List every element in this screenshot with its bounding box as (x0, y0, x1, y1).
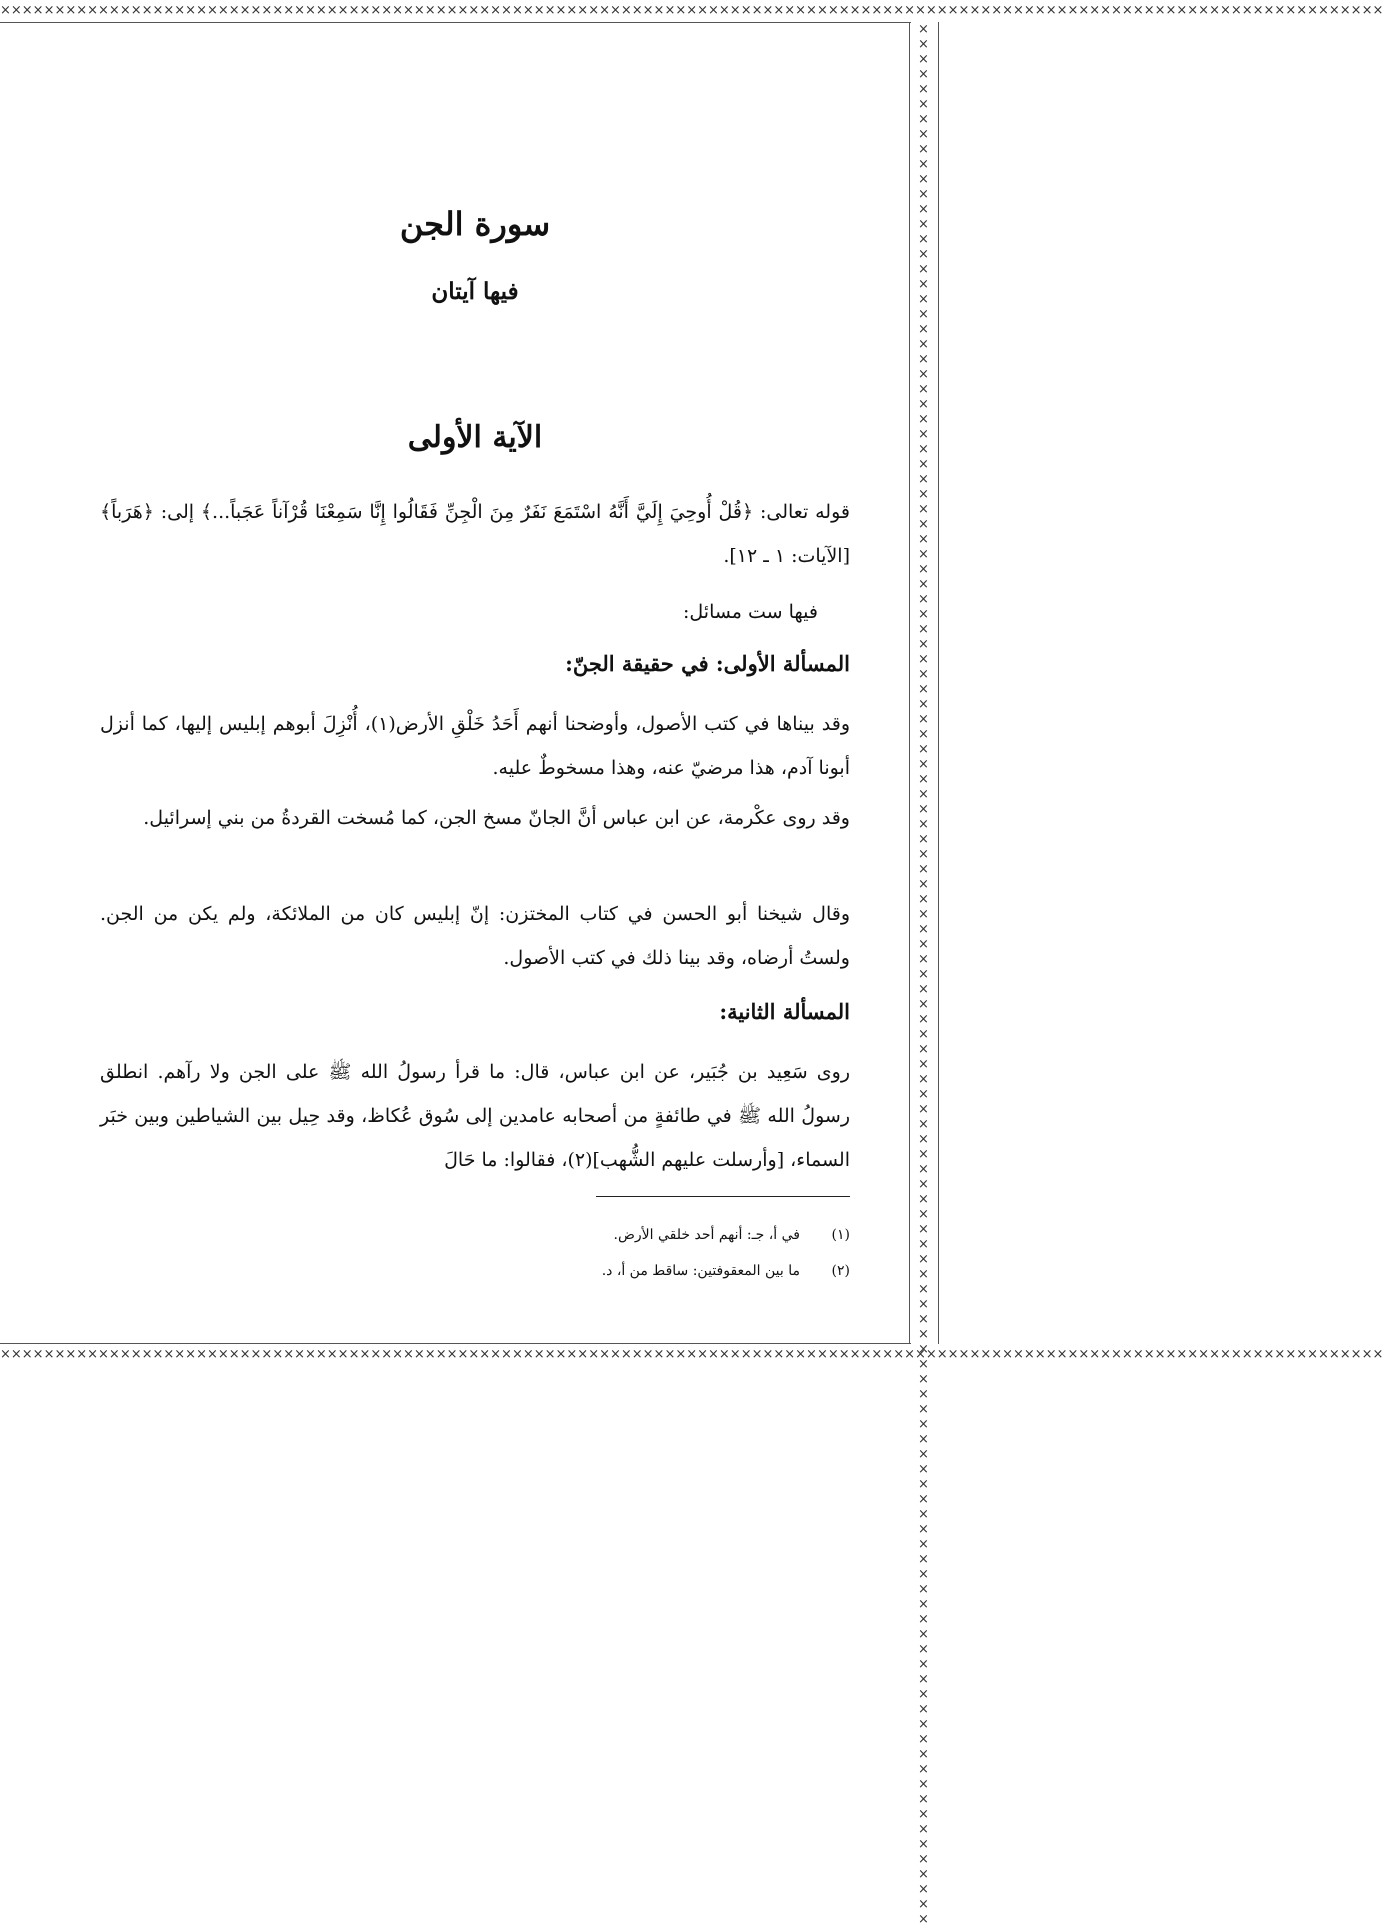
surah-title: سورة الجن (399, 205, 551, 243)
issue-one-paragraph-2: وقد روى عكْرمة، عن ابن عباس أنَّ الجانّ مسخ الجن، كما مُسخت القردةُ من بني إسرائيل. (143, 807, 850, 829)
issues-count-line: فيها ست مسائل: (682, 601, 818, 623)
decorative-border-right (909, 22, 939, 1927)
footnote-separator (596, 1196, 850, 1197)
decorative-border-bottom: ××××××××××××××××××××××××××××××××××××××××××××××××××××××××××××××××××××××××××××××××××××××××××××××××××××××××××××××××××××××××××××××× (0, 1347, 1383, 1362)
footnote-2-number: (٢) (831, 1263, 850, 1279)
surah-subtitle: فيها آيتان (431, 278, 519, 305)
verse-paragraph: قوله تعالى: ﴿قُلْ أُوحِيَ إِلَيَّ أَنَّهُ اسْتَمَعَ نَفَرٌ مِنَ الْجِنِّ فَقَالُوا إِنَّا سَمِعْنَا قُرْآناً عَجَباً...﴾ إلى: ﴿هَرَباً﴾ [الآيات: ١ ـ ١٢]. (100, 501, 850, 567)
issue-one-paragraph-1: وقد بيناها في كتب الأصول، وأوضحنا أنهم أَحَدُ خَلْقِ الأرض(١)، أُنْزِلَ أبوهم إبليس إليها، كما أنزل أبونا آدم، هذا مرضيّ عنه، وهذا مسخوطٌ عليه. (100, 713, 850, 779)
issue-two-heading: المسألة الثانية: (719, 999, 850, 1024)
footnote-1-number: (١) (831, 1227, 850, 1243)
page-content (100, 0, 850, 1366)
footnote-1-text: في أ، جـ: أنهم أحد خلقي الأرض. (613, 1227, 800, 1243)
footnote-1 (300, 1222, 850, 1248)
footnote-2-text: ما بين المعقوفتين: ساقط من أ، د. (601, 1263, 800, 1279)
issue-one-heading: المسألة الأولى: في حقيقة الجنّ: (565, 651, 850, 676)
footnote-2 (300, 1258, 850, 1284)
section-title: الآية الأولى (407, 420, 543, 455)
decorative-border-top: ××××××××××××××××××××××××××××××××××××××××××××××××××××××××××××××××××××××××××××××××××××××××××××××××××××××××××××××××××××××××××××××× (0, 3, 1383, 18)
issue-two-paragraph: روى سَعِيد بن جُبَير، عن ابن عباس، قال: ما قرأ رسولُ الله ﷺ على الجن ولا رآهم. انطلق رسولُ الله ﷺ في طائفةٍ من أصحابه عامدين إلى سُوق عُكاظ، وقد حِيل بين الشياطين وبين خبَر السماء، [وأرسلت عليهم الشُّهب](٢)، فقالوا: ما حَالَ (100, 1061, 850, 1171)
issue-one-paragraph-3: وقال شيخنا أبو الحسن في كتاب المختزن: إنّ إبليس كان من الملائكة، ولم يكن من الجن. ولستُ أرضاه، وقد بينا ذلك في كتب الأصول. (100, 903, 850, 969)
decorative-border-right-pattern: ××××××××××××××××××××××××××××××××××××××××××××××××××××××××××××××××××××××××××××××××××××××××××××××××××××××××××××××××××××××××××××××× (916, 22, 931, 1927)
